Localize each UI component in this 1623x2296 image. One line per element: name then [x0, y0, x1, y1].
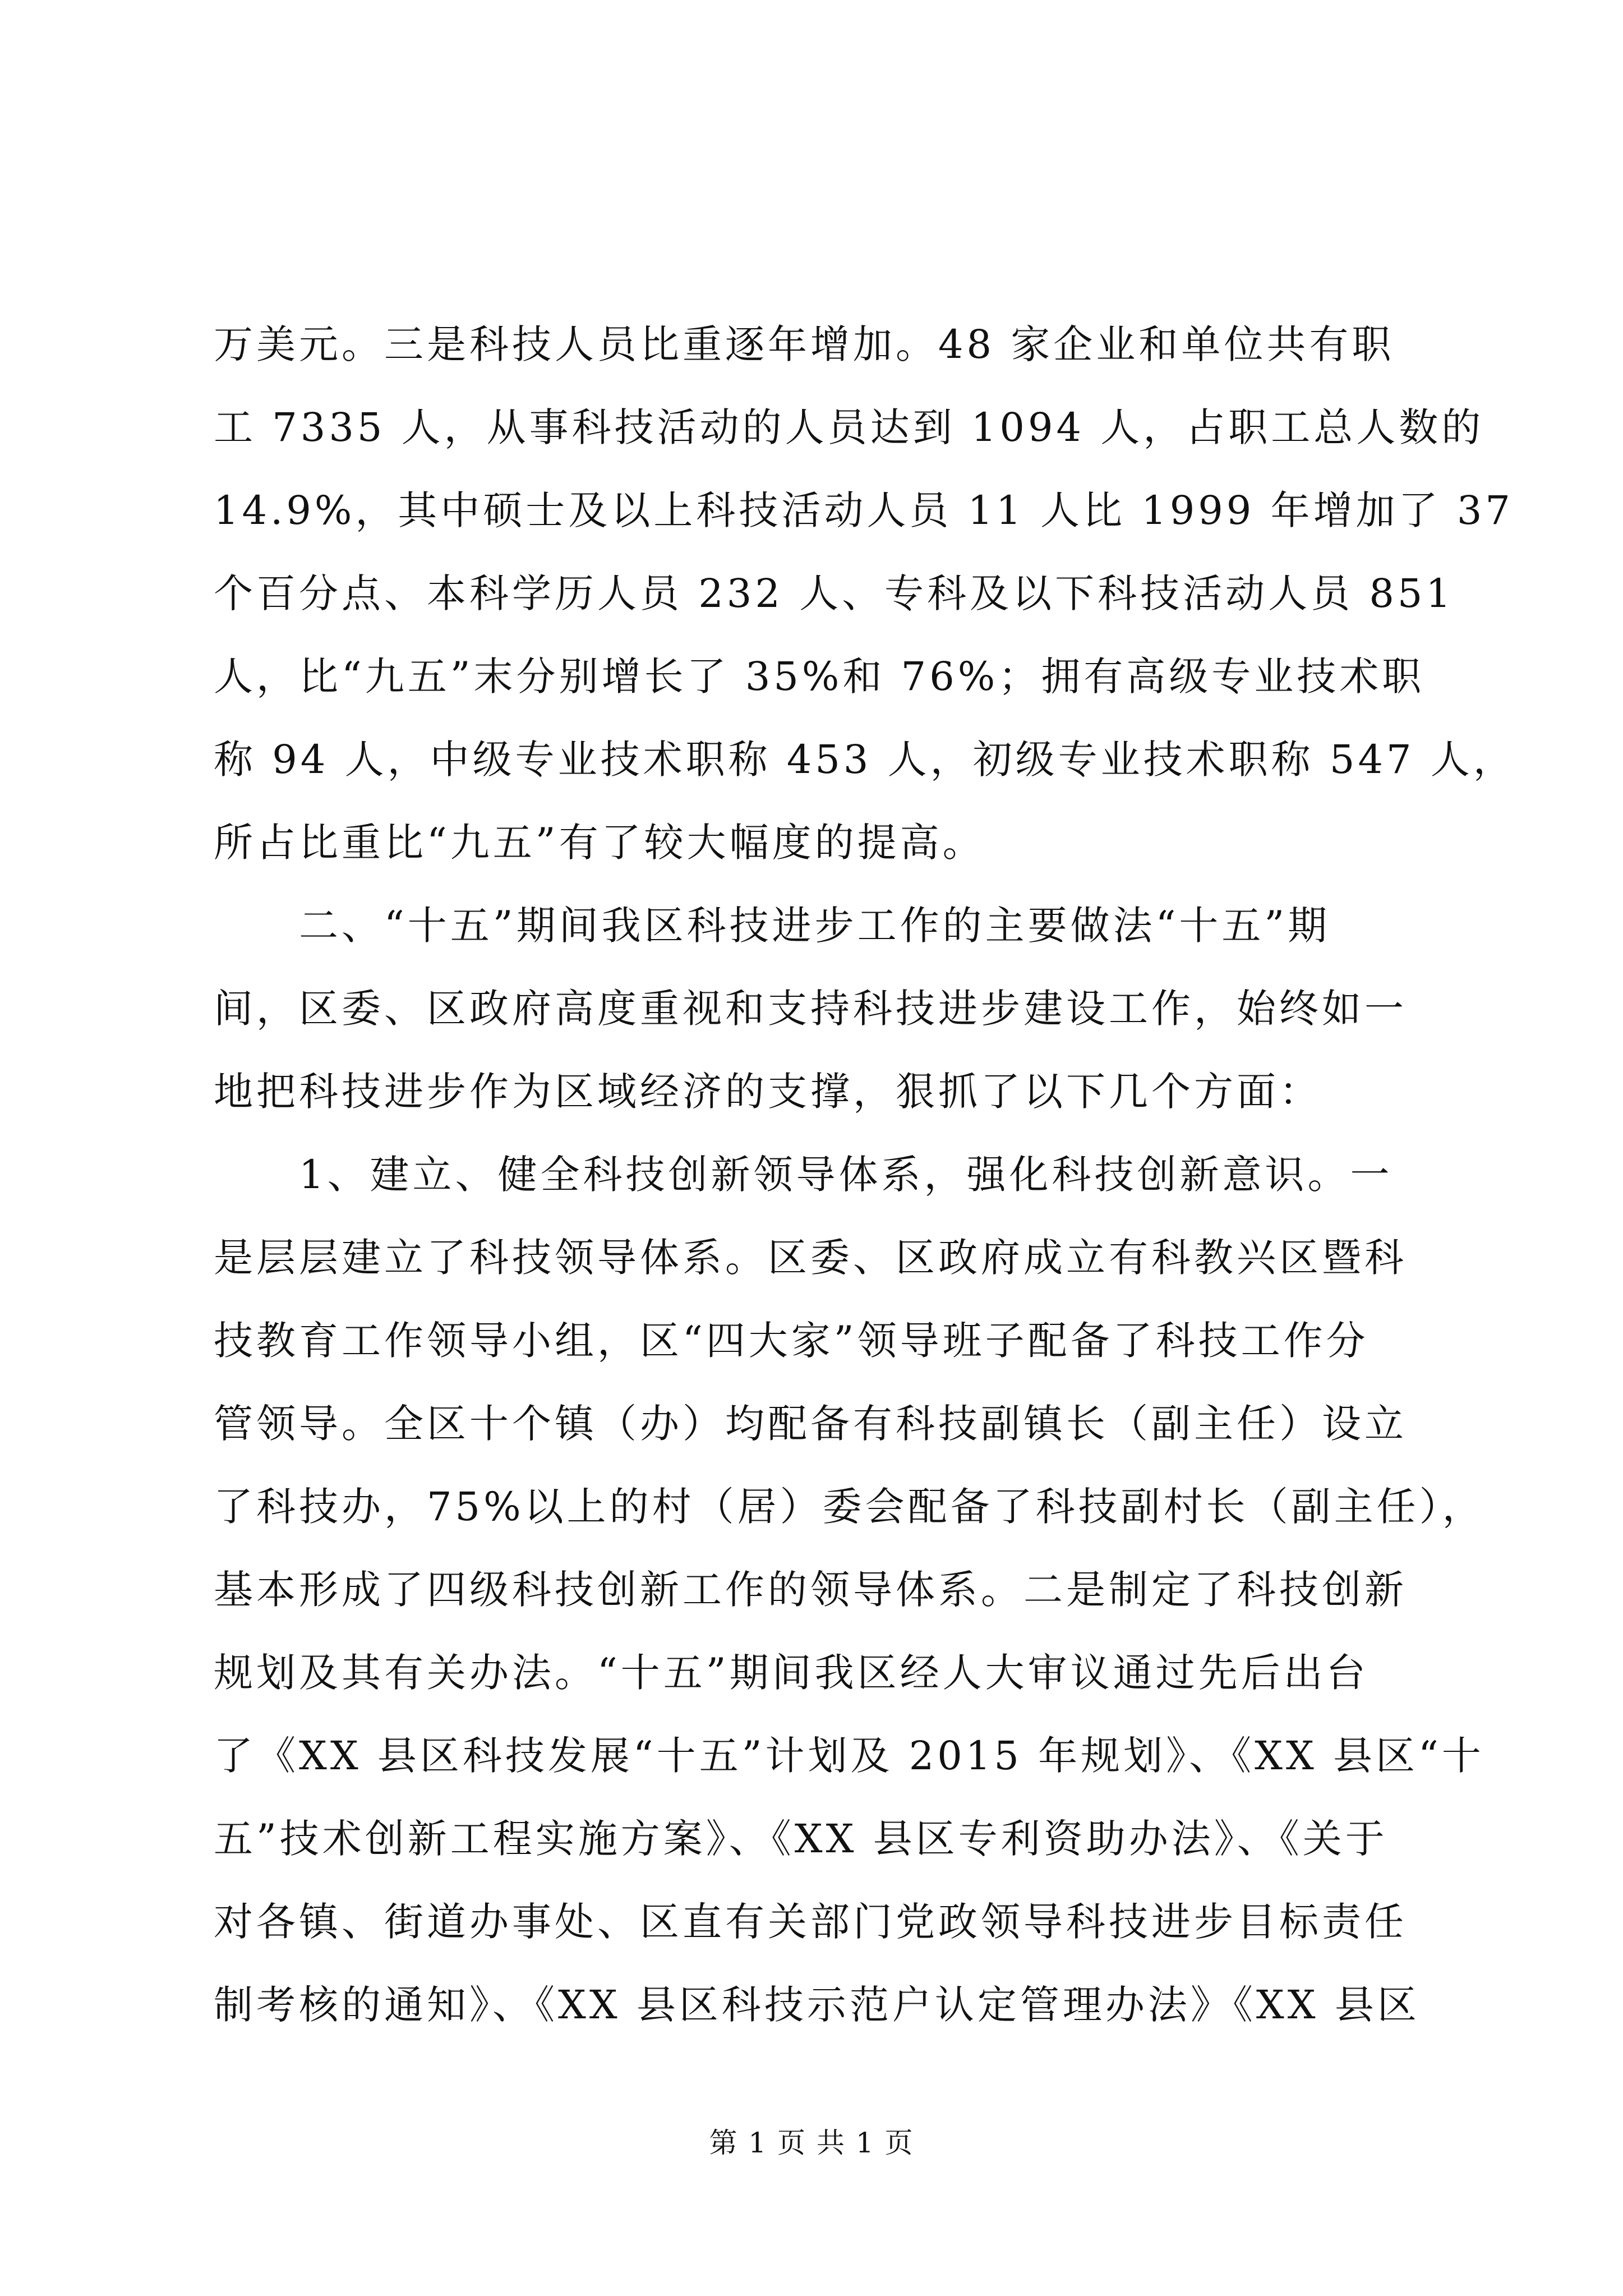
text-line: 万美元。三是科技人员比重逐年增加。48 家企业和单位共有职	[214, 321, 1395, 367]
text-line: 基本形成了四级科技创新工作的领导体系。二是制定了科技创新	[214, 1567, 1407, 1613]
text-line: 技教育工作领导小组，区“四大家”领导班子配备了科技工作分	[214, 1318, 1369, 1364]
text-line: 规划及其有关办法。“十五”期间我区经人大审议通过先后出台	[214, 1650, 1369, 1696]
text-line: 工 7335 人，从事科技活动的人员达到 1094 人，占职工总人数的	[214, 404, 1484, 450]
text-line: 制考核的通知》、《XX 县区科技示范户认定管理办法》《XX 县区	[214, 1982, 1420, 2028]
body-text	[214, 303, 1516, 2046]
text-line: 个百分点、本科学历人员 232 人、专科及以下科技活动人员 851	[214, 570, 1454, 616]
text-line: 间，区委、区政府高度重视和支持科技进步建设工作，始终如一	[214, 986, 1407, 1032]
text-line: 五”技术创新工程实施方案》、《XX 县区专利资助办法》、《关于	[214, 1816, 1388, 1862]
text-line: 对各镇、街道办事处、区直有关部门党政领导科技进步目标责任	[214, 1899, 1407, 1945]
text-line: 了科技办，75%以上的村（居）委会配备了科技副村长（副主任），	[214, 1484, 1485, 1530]
text-line: 了《XX 县区科技发展“十五”计划及 2015 年规划》、《XX 县区“十	[214, 1733, 1484, 1779]
text-line: 管领导。全区十个镇（办）均配备有科技副镇长（副主任）设立	[214, 1401, 1407, 1447]
text-line: 14.9%，其中硕士及以上科技活动人员 11 人比 1999 年增加了 37	[214, 487, 1514, 533]
text-line: 是层层建立了科技领导体系。区委、区政府成立有科教兴区暨科	[214, 1235, 1407, 1281]
text-line: 1、建立、健全科技创新领导体系，强化科技创新意识。一	[214, 1152, 1393, 1198]
text-line: 人，比“九五”末分别增长了 35%和 76%；拥有高级专业技术职	[214, 654, 1425, 700]
text-line: 称 94 人，中级专业技术职称 453 人，初级专业技术职称 547 人，	[214, 737, 1516, 783]
page-number: 第 1 页 共 1 页	[709, 2127, 914, 2159]
text-line: 所占比重比“九五”有了较大幅度的提高。	[214, 820, 985, 866]
page-footer	[0, 2120, 1623, 2161]
text-line: 二、“十五”期间我区科技进步工作的主要做法“十五”期	[214, 903, 1331, 949]
text-line: 地把科技进步作为区域经济的支撑，狠抓了以下几个方面：	[214, 1069, 1322, 1115]
